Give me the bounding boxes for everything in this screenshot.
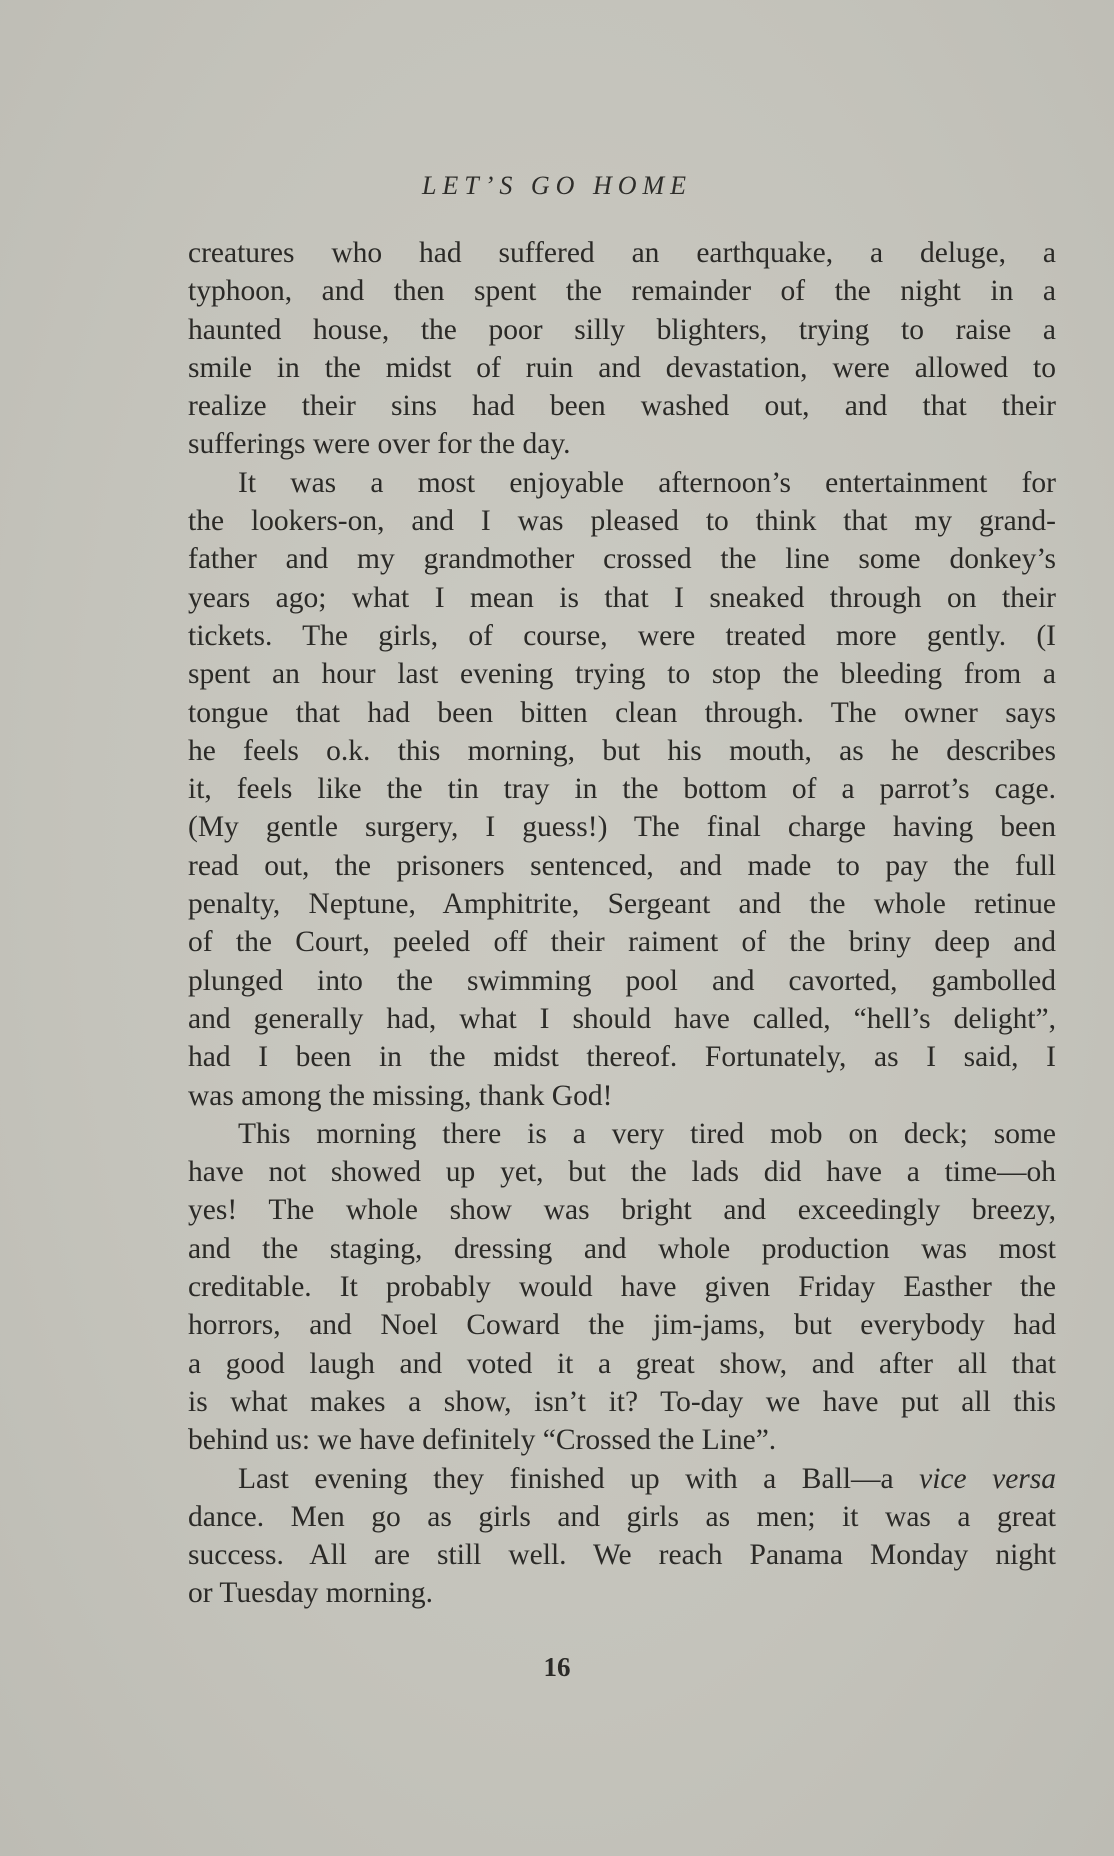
text-line: was among the missing, thank God! [188, 1079, 613, 1112]
text-line: spent an hour last evening trying to stop the bleeding from a [188, 658, 1056, 691]
text-line: dance. Men go as girls and girls as men; it was a great [188, 1500, 1056, 1533]
body-text [188, 234, 1056, 1613]
text-line: typhoon, and then spent the remainder of the night in a [188, 275, 1056, 308]
text-line: (My gentle surgery, I guess!) The final charge having been [188, 811, 1056, 844]
running-head: LET’S GO HOME [421, 171, 693, 200]
text-line: had I been in the midst thereof. Fortunately, as I said, I [188, 1041, 1056, 1074]
text-line: realize their sins had been washed out, and that their [188, 390, 1056, 423]
text-line: is what makes a show, isn’t it? To-day we have put all this [188, 1385, 1056, 1418]
text-line: he feels o.k. this morning, but his mouth, as he describes [188, 734, 1056, 767]
text-line: and generally had, what I should have called, “hell’s delight”, [188, 1002, 1056, 1035]
text-line: yes! The whole show was bright and exceedingly breezy, [188, 1194, 1056, 1227]
text-line: read out, the prisoners sentenced, and made to pay the full [188, 849, 1056, 882]
text-line: success. All are still well. We reach Panama Monday night [188, 1539, 1056, 1572]
text-line: the lookers-on, and I was pleased to think that my grand- [188, 505, 1056, 538]
text-line: it, feels like the tin tray in the bottom of a parrot’s cage. [188, 773, 1056, 806]
text-segment: Last evening they finished up with a Ball—a [238, 1462, 894, 1495]
text-line [188, 1460, 1056, 1498]
text-line: smile in the midst of ruin and devastation, were allowed to [188, 351, 1056, 384]
text-line: of the Court, peeled off their raiment of the briny deep and [188, 926, 1056, 959]
text-line: have not showed up yet, but the lads did have a time—oh [188, 1156, 1056, 1189]
text-line: haunted house, the poor silly blighters, trying to raise a [188, 313, 1056, 346]
text-line: and the staging, dressing and whole production was most [188, 1232, 1056, 1265]
text-line: plunged into the swimming pool and cavorted, gambolled [188, 964, 1056, 997]
text-line: It was a most enjoyable afternoon’s entertainment for [238, 466, 1056, 499]
text-line: behind us: we have definitely “Crossed the Line”. [188, 1424, 777, 1457]
text-line: sufferings were over for the day. [188, 428, 571, 461]
text-line: tickets. The girls, of course, were treated more gently. (I [188, 619, 1056, 652]
text-line: creditable. It probably would have given Friday Easther the [188, 1271, 1056, 1304]
text-line: or Tuesday morning. [188, 1577, 434, 1610]
text-line: horrors, and Noel Coward the jim-jams, but everybody had [188, 1309, 1056, 1342]
text-line: years ago; what I mean is that I sneaked through on their [188, 581, 1056, 614]
text-line: father and my grandmother crossed the line some donkey’s [188, 543, 1056, 576]
text-line: penalty, Neptune, Amphitrite, Sergeant and the whole retinue [188, 888, 1056, 921]
text-line: This morning there is a very tired mob on deck; some [238, 1117, 1056, 1150]
page-number: 16 [543, 1652, 571, 1682]
text-line: creatures who had suffered an earthquake, a deluge, a [188, 237, 1056, 269]
italic-phrase: vice versa [919, 1462, 1057, 1495]
text-line: a good laugh and voted it a great show, and after all that [188, 1347, 1056, 1380]
text-line: tongue that had been bitten clean through. The owner says [188, 696, 1056, 729]
